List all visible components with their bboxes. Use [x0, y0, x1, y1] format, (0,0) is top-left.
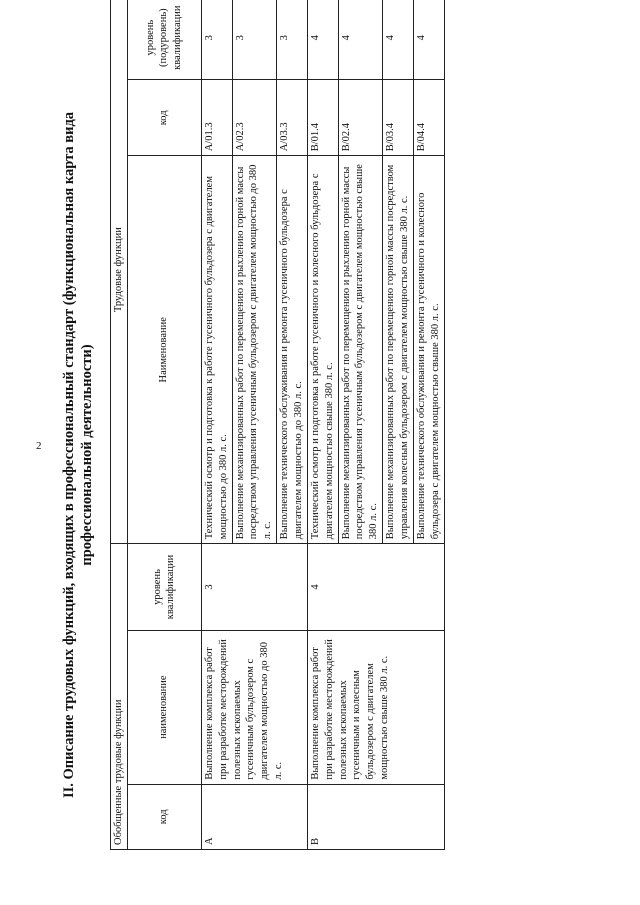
table-row — [201, 0, 232, 850]
tf-name: Выполнение технического обслуживания и ремонта гусеничного и колесного бульдозера с двигателем мощностью свыше 380 л. с. — [413, 156, 444, 544]
gf-name: Выполнение комплекса работ при разработке месторождений полезных ископаемых гусеничным бульдозером с двигателем мощностью до 380 л. с. — [201, 630, 307, 784]
tf-code: A/02.3 — [232, 80, 277, 156]
header-level: уровень квалификации — [127, 544, 201, 630]
header-tf-name: Наименование — [127, 156, 201, 544]
tf-code: A/03.3 — [277, 80, 308, 156]
tf-code: B/01.4 — [307, 80, 338, 156]
tf-name: Выполнение механизированных работ по перемещению горной массы посредством управления колесным бульдозером с двигателем мощностью свыше 380 л. с. — [383, 156, 414, 544]
tf-code: A/01.3 — [201, 80, 232, 156]
functions-table — [110, 0, 445, 850]
section-heading — [60, 60, 96, 850]
tf-name: Технический осмотр и подготовка к работе гусеничного бульдозера с двигателем мощностью до 380 л. с. — [201, 156, 232, 544]
tf-name: Выполнение механизированных работ по перемещению и рыхлению горной массы посредством управления гусеничным бульдозером с двигателем мощностью до 380 л. с. — [232, 156, 277, 544]
gf-level: 4 — [307, 544, 444, 630]
gf-code: B — [307, 784, 444, 849]
tf-name: Выполнение механизированных работ по перемещению и рыхлению горной массы посредством управления гусеничным бульдозером с двигателем мощностью свыше 380 л. с. — [338, 156, 383, 544]
tf-code: B/02.4 — [338, 80, 383, 156]
header-name: наименование — [127, 630, 201, 784]
table-row — [307, 0, 338, 850]
gf-name: Выполнение комплекса работ при разработке месторождений полезных ископаемых гусеничным и колесным бульдозером с двигателем мощностью свыше 380 л. с. — [307, 630, 444, 784]
tf-level: 4 — [338, 0, 383, 80]
table-header-row-2 — [127, 0, 201, 850]
tf-name: Выполнение технического обслуживания и ремонта гусеничного бульдозера с двигателем мощностью до 380 л. с. — [277, 156, 308, 544]
heading-line-2: профессиональной деятельности) — [79, 344, 96, 566]
header-code: код — [127, 784, 201, 849]
gf-level: 3 — [201, 544, 307, 630]
header-tf-level: уровень (подуровень) квалификации — [127, 0, 201, 80]
tf-level: 3 — [277, 0, 308, 80]
page-number: 2 — [36, 440, 42, 452]
heading-line-1: II. Описание трудовых функций, входящих в профессиональный стандарт (функциональная карта вида — [61, 111, 77, 799]
tf-name: Технический осмотр и подготовка к работе гусеничного и колесного бульдозера с двигателем мощностью свыше 380 л. с. — [307, 156, 338, 544]
functions-table-container — [110, 0, 445, 850]
header-generalized-functions: Обобщенные трудовые функции — [111, 544, 128, 850]
tf-level: 3 — [232, 0, 277, 80]
tf-code: B/03.4 — [383, 80, 414, 156]
tf-level: 3 — [201, 0, 232, 80]
header-labor-functions: Трудовые функции — [111, 0, 128, 544]
tf-code: B/04.4 — [413, 80, 444, 156]
header-tf-code: код — [127, 80, 201, 156]
gf-code: A — [201, 784, 307, 849]
table-header-row-1 — [111, 0, 128, 850]
tf-level: 4 — [383, 0, 414, 80]
tf-level: 4 — [307, 0, 338, 80]
tf-level: 4 — [413, 0, 444, 80]
